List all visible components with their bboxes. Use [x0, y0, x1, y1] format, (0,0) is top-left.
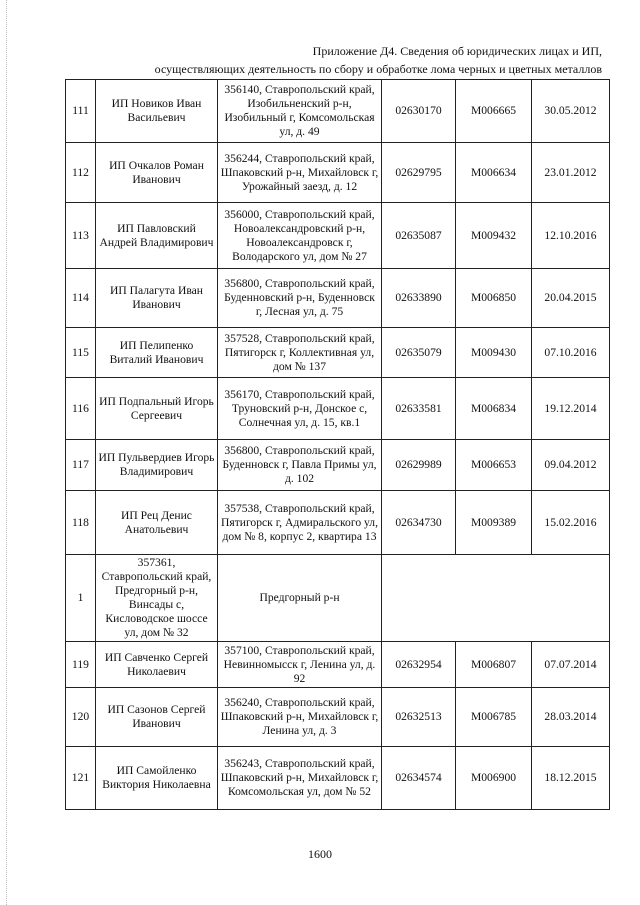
license-date: 23.01.2012 — [532, 143, 610, 203]
inn-code: 02629795 — [382, 143, 456, 203]
license-number: М006807 — [456, 642, 532, 688]
inn-code: 02632954 — [382, 642, 456, 688]
license-date: 09.04.2012 — [532, 440, 610, 491]
entrepreneur-name: ИП Очкалов Роман Иванович — [96, 143, 218, 203]
license-number: М006785 — [456, 688, 532, 747]
header-line-1: Приложение Д4. Сведения об юридических лицах и ИП, — [312, 44, 602, 58]
license-date: 30.05.2012 — [532, 80, 610, 143]
license-number: М006850 — [456, 269, 532, 328]
inn-code: 02634730 — [382, 491, 456, 555]
table-row — [66, 80, 610, 143]
address: 356000, Ставропольский край, Новоалександровский р-н, Новоалександровск г, Володарского ул, дом № 27 — [218, 203, 382, 269]
row-number: 113 — [66, 203, 96, 269]
entrepreneur-name: ИП Рец Денис Анатольевич — [96, 491, 218, 555]
inn-code: 02635087 — [382, 203, 456, 269]
section-address: 357361, Ставропольский край, Предгорный р-н, Винсады с, Кисловодское шоссе ул, дом № 32 — [96, 555, 218, 642]
table-row — [66, 328, 610, 378]
address: 357538, Ставропольский край, Пятигорск г, Адмиральского ул, дом № 8, корпус 2, квартира 13 — [218, 491, 382, 555]
row-number: 111 — [66, 80, 96, 143]
inn-code: 02635079 — [382, 328, 456, 378]
page-number: 1600 — [308, 847, 332, 861]
inn-code: 02629989 — [382, 440, 456, 491]
entrepreneur-name: ИП Павловский Андрей Владимирович — [96, 203, 218, 269]
binding-margin — [6, 0, 9, 905]
table-row — [66, 688, 610, 747]
entrepreneur-name: ИП Подпальный Игорь Сергеевич — [96, 378, 218, 440]
inn-code: 02633581 — [382, 378, 456, 440]
row-number: 117 — [66, 440, 96, 491]
entrepreneur-name: ИП Пелипенко Виталий Иванович — [96, 328, 218, 378]
address: 356240, Ставропольский край, Шпаковский р-н, Михайловск г, Ленина ул, д. 3 — [218, 688, 382, 747]
inn-code: 02633890 — [382, 269, 456, 328]
page-header — [22, 42, 602, 78]
table-row — [66, 378, 610, 440]
entrepreneur-name: ИП Пульвердиев Игорь Владимирович — [96, 440, 218, 491]
license-number: М006900 — [456, 747, 532, 810]
row-number: 116 — [66, 378, 96, 440]
license-date: 07.10.2016 — [532, 328, 610, 378]
license-date: 28.03.2014 — [532, 688, 610, 747]
table-row — [66, 491, 610, 555]
address: 356170, Ставропольский край, Труновский р-н, Донское с, Солнечная ул, д. 15, кв.1 — [218, 378, 382, 440]
license-date: 19.12.2014 — [532, 378, 610, 440]
entrepreneur-name: ИП Сазонов Сергей Иванович — [96, 688, 218, 747]
address: 356244, Ставропольский край, Шпаковский р-н, Михайловск г, Урожайный заезд, д. 12 — [218, 143, 382, 203]
entrepreneur-name: ИП Савченко Сергей Николаевич — [96, 642, 218, 688]
row-number: 115 — [66, 328, 96, 378]
address: 356140, Ставропольский край, Изобильненский р-н, Изобильный г, Комсомольская ул, д. 49 — [218, 80, 382, 143]
row-number: 114 — [66, 269, 96, 328]
license-number: М006834 — [456, 378, 532, 440]
section-number: 1 — [66, 555, 96, 642]
license-date: 12.10.2016 — [532, 203, 610, 269]
table-row — [66, 269, 610, 328]
license-date: 20.04.2015 — [532, 269, 610, 328]
license-number: М006634 — [456, 143, 532, 203]
entrepreneur-name: ИП Самойленко Виктория Николаевна — [96, 747, 218, 810]
table-row — [66, 747, 610, 810]
address: 356800, Ставропольский край, Буденновский р-н, Буденновск г, Лесная ул, д. 75 — [218, 269, 382, 328]
address: 356800, Ставропольский край, Буденновск г, Павла Примы ул, д. 102 — [218, 440, 382, 491]
registry-table — [65, 79, 610, 810]
table-row — [66, 440, 610, 491]
address: 356243, Ставропольский край, Шпаковский р-н, Михайловск г, Комсомольская ул, дом № 52 — [218, 747, 382, 810]
section-empty-cell — [382, 555, 610, 642]
license-number: М009432 — [456, 203, 532, 269]
license-date: 18.12.2015 — [532, 747, 610, 810]
inn-code: 02634574 — [382, 747, 456, 810]
section-row — [66, 555, 610, 642]
table-row — [66, 642, 610, 688]
inn-code: 02630170 — [382, 80, 456, 143]
address: 357100, Ставропольский край, Невинномысск г, Ленина ул, д. 92 — [218, 642, 382, 688]
entrepreneur-name: ИП Новиков Иван Васильевич — [96, 80, 218, 143]
license-number: М006665 — [456, 80, 532, 143]
entrepreneur-name: ИП Палагута Иван Иванович — [96, 269, 218, 328]
section-title: Предгорный р-н — [218, 555, 382, 642]
address: 357528, Ставропольский край, Пятигорск г, Коллективная ул, дом № 137 — [218, 328, 382, 378]
table-row — [66, 203, 610, 269]
row-number: 118 — [66, 491, 96, 555]
license-number: М009389 — [456, 491, 532, 555]
license-date: 07.07.2014 — [532, 642, 610, 688]
row-number: 121 — [66, 747, 96, 810]
license-number: М006653 — [456, 440, 532, 491]
header-line-2: осуществляющих деятельность по сбору и обработке лома черных и цветных металлов — [154, 62, 602, 76]
inn-code: 02632513 — [382, 688, 456, 747]
table-row — [66, 143, 610, 203]
license-number: М009430 — [456, 328, 532, 378]
row-number: 112 — [66, 143, 96, 203]
row-number: 120 — [66, 688, 96, 747]
row-number: 119 — [66, 642, 96, 688]
license-date: 15.02.2016 — [532, 491, 610, 555]
